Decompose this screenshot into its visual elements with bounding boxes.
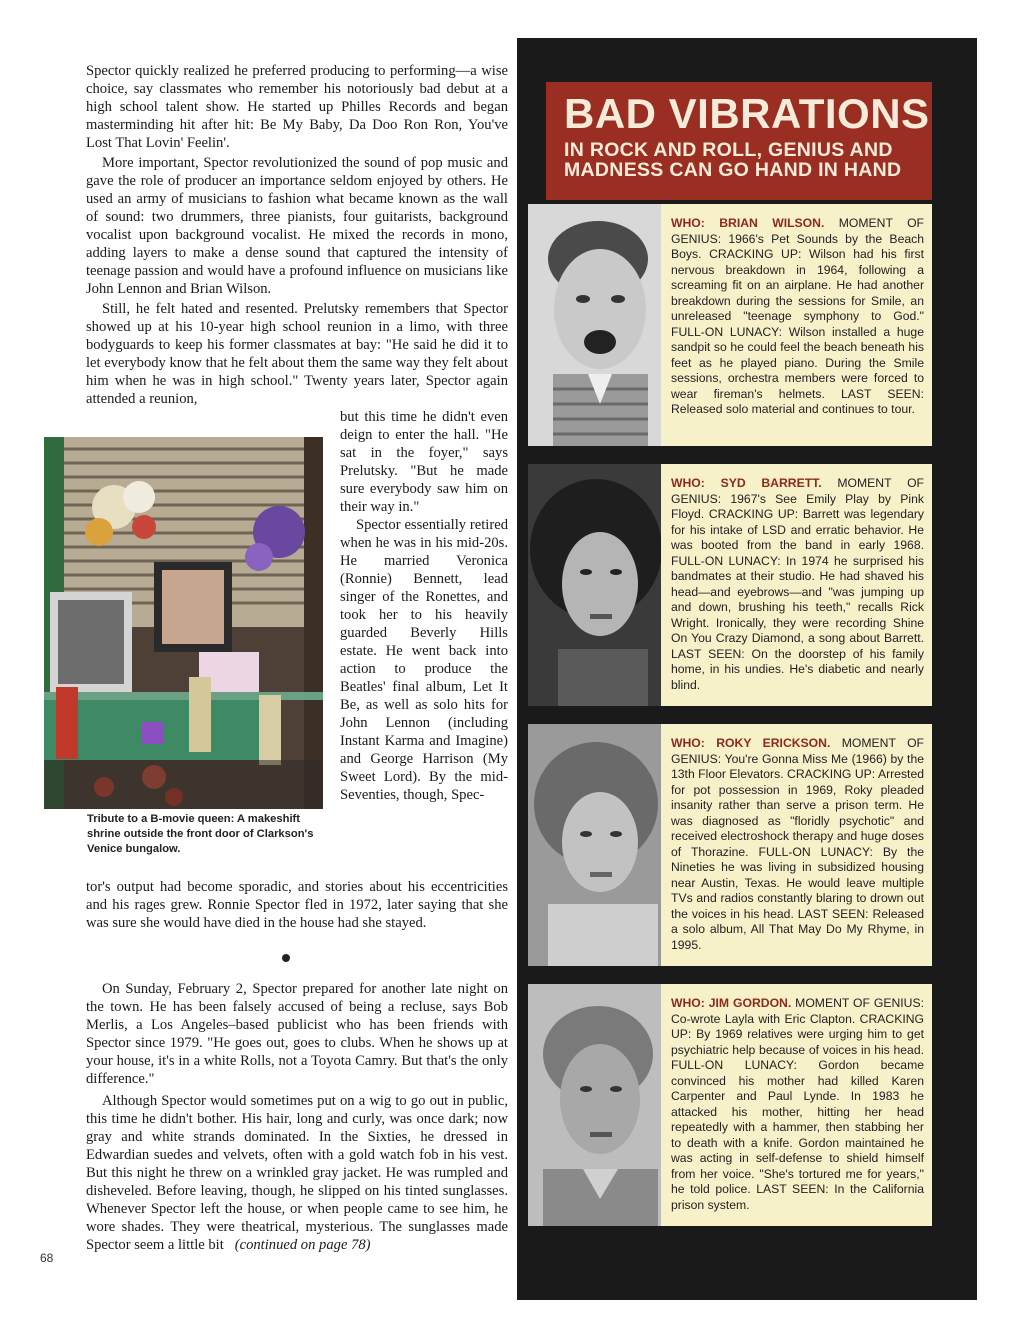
entry-text <box>671 476 924 693</box>
entry-who: WHO: JIM GORDON. <box>671 996 792 1010</box>
brian-wilson-photo <box>528 204 661 446</box>
article-paragraph: but this time he didn't even deign to enter the hall. "He sat in the foyer," says Prelutsky. "But he made sure everybody saw him on their way in." <box>340 409 508 515</box>
entry-who: WHO: ROKY ERICKSON. <box>671 736 831 750</box>
wrapped-column <box>340 408 508 804</box>
jim-gordon-photo <box>528 984 661 1226</box>
article-paragraph: Spector essentially retired when he was in his mid-20s. He married Veronica (Ronnie) Bennett, lead singer of the Ronettes, and took her to his heavily guarded Beverly Hills estate. He went back into action to produce the Beatles' final album, Let It Be, as well as solo hits for John Lennon (including Instant Karma and Imagine) and George Harrison (My Sweet Lord). By the mid-Seventies, though, Spec- <box>340 517 508 803</box>
shrine-photo <box>44 437 323 809</box>
section-break-bullet <box>282 954 290 962</box>
entry-body: MOMENT OF GENIUS: Co-wrote Layla with Eric Clapton. CRACKING UP: By 1969 relatives were urging him to get psychiatric help because of voices in his head. FULL-ON LUNACY: Gordon became convinced his mother had killed Karen Carpenter and Paul Lynde. In 1983 he attacked his mother, hitting her head repeatedly with a hammer, then stabbing her to death with a knife. Gordon maintained he was acting in self-defense to shield himself from her voice. "She's tortured me for years," he told police. LAST SEEN: In the California prison system. <box>671 996 924 1212</box>
sidebar-entry <box>528 984 932 1226</box>
article-paragraph: On Sunday, February 2, Spector prepared for another late night on the town. He has been falsely accused of being a recluse, says Bob Merlis, a Los Angeles–based publicist who has been friends with Spector since 1979. "He goes out, goes to clubs. When he shows up at your house, it's in a white Rolls, not a Toyota Camry. But that's the only difference." <box>86 981 508 1087</box>
syd-barrett-photo <box>528 464 661 706</box>
entry-text <box>671 736 924 953</box>
article-paragraph: Still, he felt hated and resented. Prelutsky remembers that Spector showed up at his 10-year high school reunion in a limo, with three bodyguards to keep his former classmates at bay: "He said he did it to let everybody know that he felt about them the same way they felt about him when he was in high school." Twenty years later, Spector again attended a reunion, <box>86 301 508 407</box>
sidebar-entry <box>528 204 932 446</box>
sidebar-entry <box>528 464 932 706</box>
entry-body: MOMENT OF GENIUS: 1966's Pet Sounds by the Beach Boys. CRACKING UP: Wilson had his first nervous breakdown in 1964, following a screaming fit on an airplane. He had another breakdown during the sessions for Smile, an unreleased "teenage symphony to God." FULL-ON LUNACY: Wilson installed a huge sandpit so he could feel the beach beneath his feet as he played piano. During the Smile sessions, orchestra members were forced to wear fireman's helmets. LAST SEEN: Released solo material and continues to tour. <box>671 216 925 416</box>
entry-text <box>671 216 924 418</box>
article-paragraph: Spector quickly realized he preferred producing to performing—a wise choice, say classmates who remember his notoriously bad debut at a high school talent show. He started up Philles Records and began masterminding hit after hit: Be My Baby, Da Doo Ron Ron, You've Lost That Lovin' Feelin'. <box>86 63 508 151</box>
entry-who: WHO: BRIAN WILSON. <box>671 216 825 230</box>
entry-body: MOMENT OF GENIUS: 1967's See Emily Play by Pink Floyd. CRACKING UP: Barrett was legendary for his intake of LSD and erratic behavior. He was booted from the band in early 1968. FULL-ON LUNACY: In 1974 he surprised his bandmates at their studio. He had shaved his head—and eyebrows—and "was jumping up and down, brushing his teeth," recalls Rick Wright. Ironically, they were recording Shine On You Crazy Diamond, a song about Barrett. LAST SEEN: On the doorstep of his family home, in his undies. He's diabetic and nearly blind. <box>671 476 925 692</box>
article-column-bottom <box>86 980 508 1256</box>
article-paragraph <box>86 1092 508 1254</box>
continued-note: (continued on page 78) <box>234 1237 371 1253</box>
sidebar-title: BAD VIBRATIONS <box>564 90 930 137</box>
page-number: 68 <box>40 1251 54 1265</box>
sidebar-subtitle: IN ROCK AND ROLL, GENIUS AND MADNESS CAN GO HAND IN HAND <box>564 139 902 181</box>
sidebar-entry <box>528 724 932 966</box>
article-column-top <box>86 62 508 410</box>
entry-body: MOMENT OF GENIUS: You're Gonna Miss Me (1966) by the 13th Floor Elevators. CRACKING UP: Arrested for pot possession in 1969, Roky pleaded insanity rather than serve a prison term. He was diagnosed as "floridly psychotic" and received electroshock therapy and huge doses of Thorazine. FULL-ON LUNACY: By the Nineties he was living in subsidized housing near Austin, Texas. He would leave multiple TVs and radios constantly blaring to drown out the voices in his head. LAST SEEN: Released a solo album, All That May Do My Rhyme, in 1995. <box>671 736 924 952</box>
article-paragraph: More important, Spector revolutionized the sound of pop music and gave the role of producer an importance seldom enjoyed by others. He used an army of musicians to fashion what became known as the wall of sound: two drummers, three pianists, four guitarists, background vocalist upon background vocalist. He mixed the records in mono, adding layers to make a dense sound that captured the intensity of teenage passion and would have a profound influence on musicians like John Lennon and Brian Wilson. <box>86 155 508 297</box>
sidebar-header <box>546 82 932 200</box>
article-column-middle <box>86 878 508 934</box>
article-paragraph-text: Although Spector would sometimes put on a wig to go out in public, this time he didn't bother. His hair, long and curly, was once dark; now gray and white strands dominated. In the Sixties, he dressed in Edwardian suedes and velvets, often with a gold watch fob in his vest. But this night he threw on a wrinkled gray jacket. He was rumpled and disheveled. Before leaving, though, he slipped on his tinted sunglasses. Whenever Spector left the house, or when people came to see him, he wore shades. They were theatrical, mysterious. The sunglasses made Spector seem a little bit <box>86 1093 508 1253</box>
article-paragraph: tor's output had become sporadic, and stories about his eccentricities and his rages grew. Ronnie Spector fled in 1972, later saying that she was sure she would have died in the house had she stayed. <box>86 879 508 931</box>
entry-text <box>671 996 924 1213</box>
roky-erickson-photo <box>528 724 661 966</box>
photo-caption: Tribute to a B-movie queen: A makeshift shrine outside the front door of Clarkson's Venice bungalow. <box>87 813 314 855</box>
entry-who: WHO: SYD BARRETT. <box>671 476 822 490</box>
